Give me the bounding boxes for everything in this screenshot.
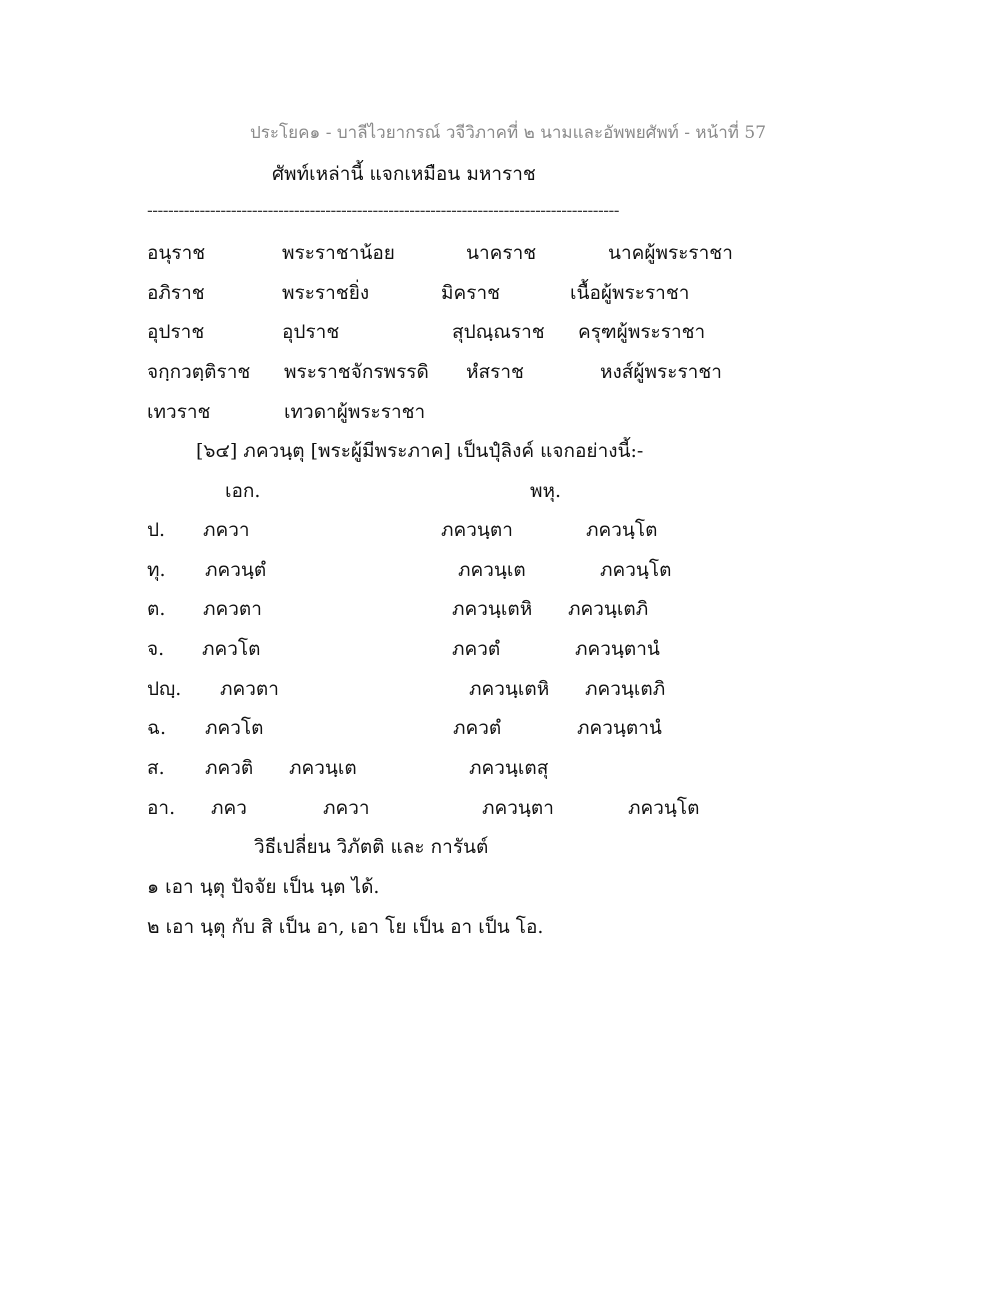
raja-word-pali: หํสราช (466, 361, 524, 383)
raja-word-pali: มิคราช (441, 282, 501, 304)
singular-form: ภคว (211, 797, 247, 819)
raja-word-thai: เนื้อผู้พระราชา (570, 282, 690, 304)
raja-word-thai: เทวดาผู้พระราชา (284, 401, 426, 423)
raja-word-pali: จกฺกวตฺติราช (147, 361, 251, 383)
singular-form: ภควา (323, 797, 370, 819)
plural-form: ภควนฺตานํ (575, 638, 660, 660)
raja-word-pali: อุปราช (147, 321, 205, 343)
plural-form: ภควนฺเต (458, 559, 526, 581)
singular-header: เอก. (225, 480, 261, 502)
rules-title: วิธีเปลี่ยน วิภัตติ และ การันต์ (254, 836, 489, 858)
raja-word-thai: นาคผู้พระราชา (608, 242, 733, 264)
singular-form: ภควนฺตํ (205, 559, 267, 581)
plural-form: ภควนฺตา (441, 519, 513, 541)
plural-form: ภควนฺเตภิ (585, 678, 666, 700)
case-label: จ. (147, 638, 165, 660)
plural-form: ภควนฺเตหิ (469, 678, 550, 700)
page-header: ประโยค๑ - บาลีไวยากรณ์ วจีวิภาคที่ ๒ นามและอัพพยศัพท์ - หน้าที่ 57 (250, 123, 767, 143)
singular-form: ภควตา (220, 678, 279, 700)
raja-word-pali: อภิราช (147, 282, 205, 304)
case-label: ป. (147, 519, 166, 541)
case-label: ฉ. (147, 717, 166, 739)
raja-word-thai: พระราชาน้อย (282, 242, 395, 264)
plural-form: ภควตํ (452, 638, 501, 660)
plural-form: ภควนฺตานํ (577, 717, 662, 739)
plural-form: ภควนฺเตภิ (568, 598, 649, 620)
singular-form: ภควโต (205, 717, 264, 739)
singular-form: ภควตา (203, 598, 262, 620)
plural-form: ภควนฺโต (628, 797, 700, 819)
raja-word-thai: พระราชจักรพรรดิ (284, 361, 429, 383)
raja-word-thai: พระราชยิ่ง (282, 282, 370, 304)
plural-form: ภควตํ (453, 717, 502, 739)
case-label: อา. (147, 797, 176, 819)
rule-item: ๒ เอา นฺตุ กับ สิ เป็น อา, เอา โย เป็น อา เป็น โอ. (147, 916, 544, 938)
subtitle: ศัพท์เหล่านี้ แจกเหมือน มหาราช (272, 163, 536, 185)
plural-form: ภควนฺเตหิ (452, 598, 533, 620)
case-label: ทุ. (147, 559, 166, 581)
plural-form: ภควนฺเตสุ (469, 757, 549, 779)
singular-form: ภควนฺเต (289, 757, 357, 779)
divider: ------------------------------------------------------------------------------------------ (147, 201, 619, 221)
raja-word-pali: สุปณฺณราช (452, 321, 545, 343)
raja-word-pali: อนุราช (147, 242, 206, 264)
raja-word-thai: ครุฑผู้พระราชา (578, 321, 706, 343)
singular-form: ภควติ (205, 757, 254, 779)
case-label: ต. (147, 598, 166, 620)
rule-item: ๑ เอา นฺตุ ปัจจัย เป็น นฺต ได้. (147, 876, 380, 898)
plural-form: ภควนฺโต (586, 519, 658, 541)
raja-word-thai: อุปราช (282, 321, 340, 343)
section-title: [๖๔] ภควนฺตุ [พระผู้มีพระภาค] เป็นปุํลิงค์ แจกอย่างนี้:- (196, 440, 644, 462)
raja-word-pali: นาคราช (466, 242, 537, 264)
plural-header: พหุ. (530, 480, 562, 502)
raja-word-pali: เทวราช (147, 401, 211, 423)
case-label: ปญฺ. (147, 678, 182, 700)
singular-form: ภควโต (202, 638, 261, 660)
case-label: ส. (147, 757, 165, 779)
plural-form: ภควนฺโต (600, 559, 672, 581)
raja-word-thai: หงส์ผู้พระราชา (600, 361, 722, 383)
singular-form: ภควา (203, 519, 250, 541)
plural-form: ภควนฺตา (482, 797, 554, 819)
